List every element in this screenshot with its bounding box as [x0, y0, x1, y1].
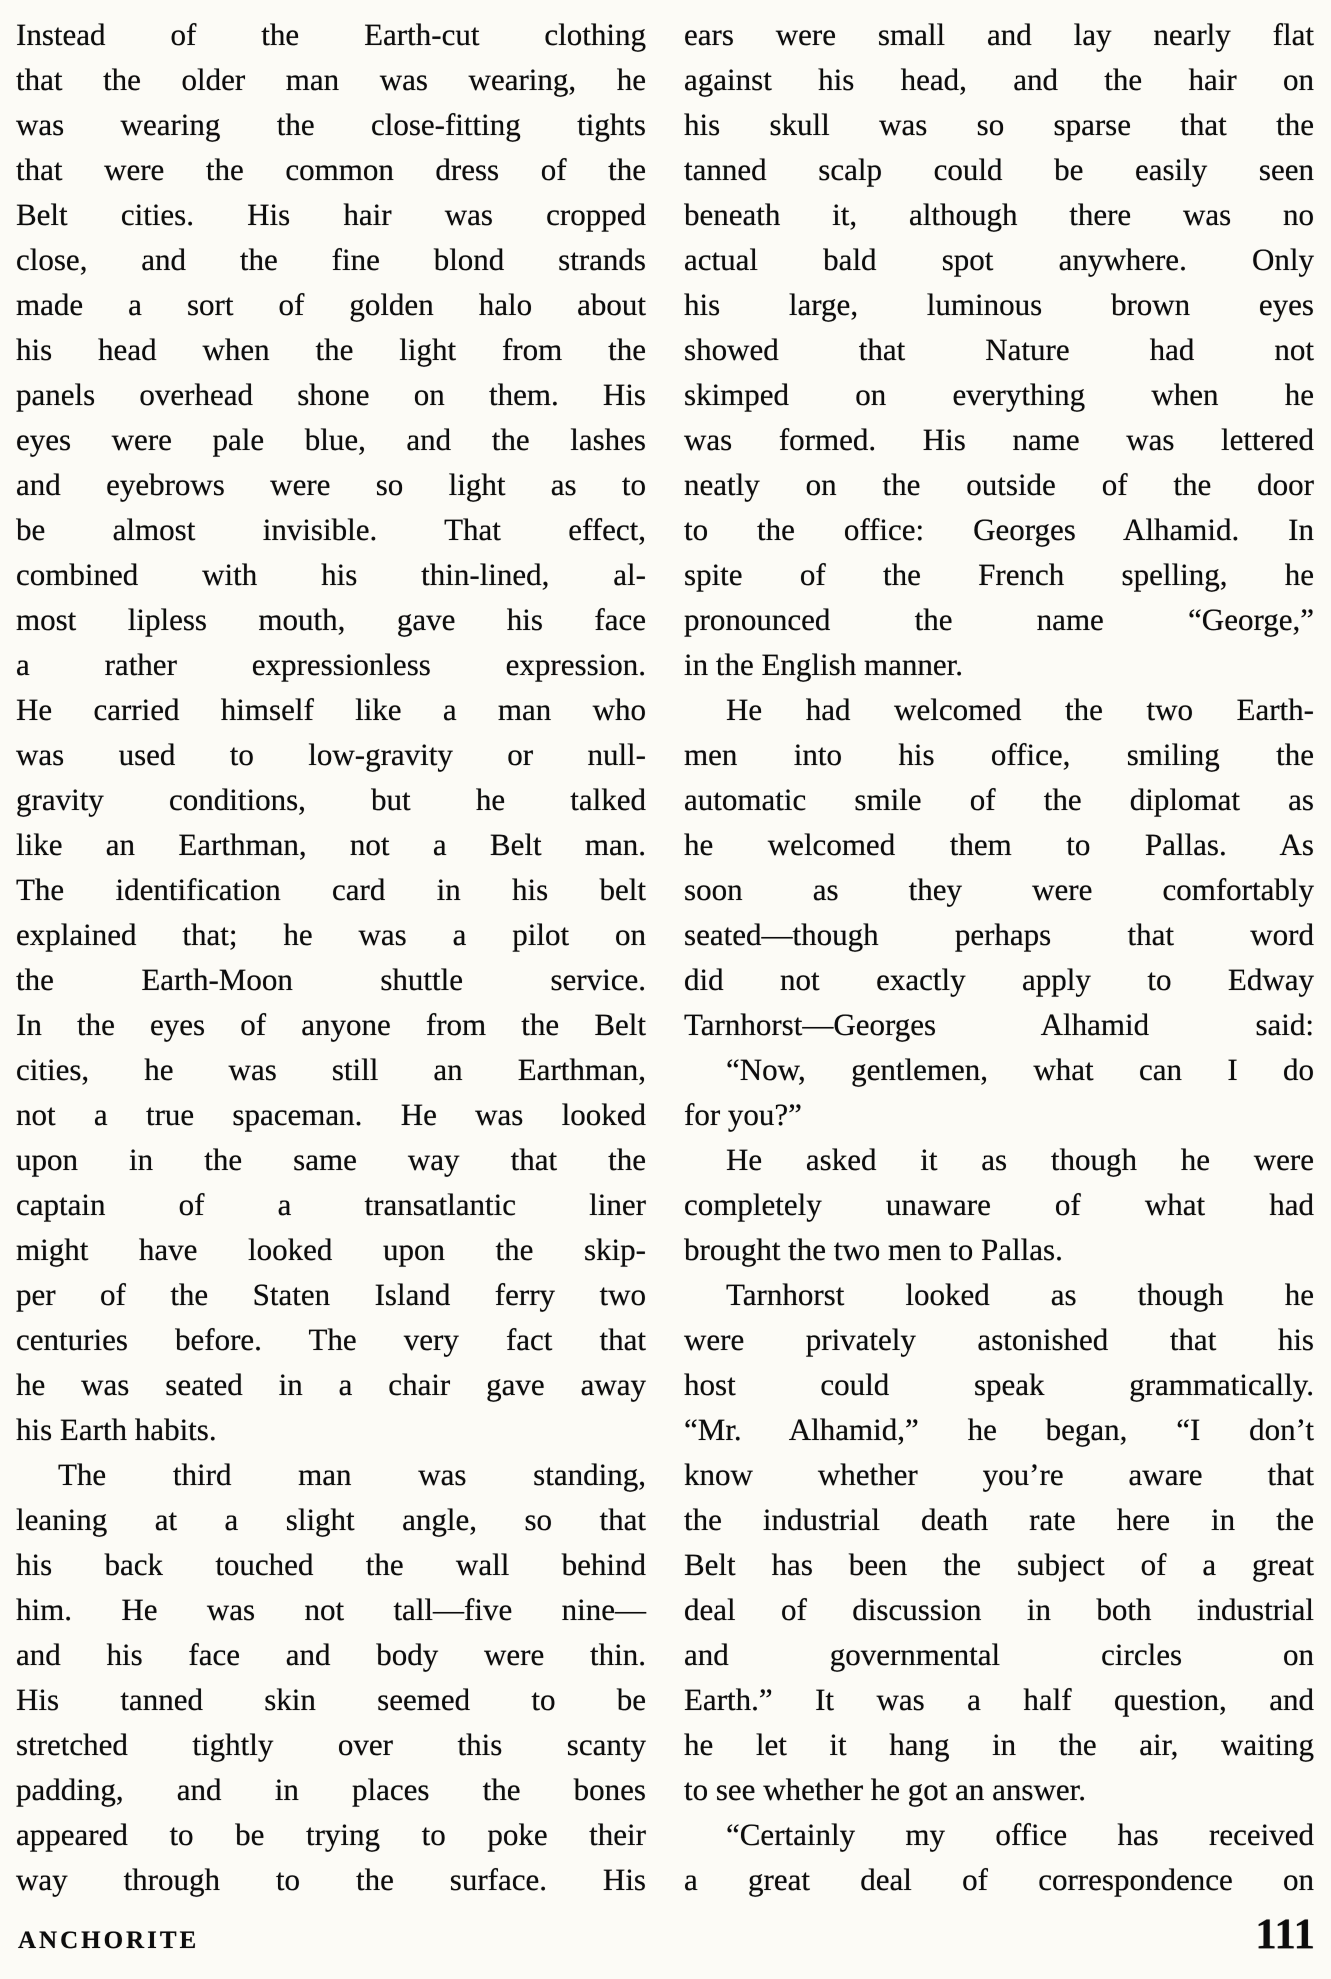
paragraph: [684, 1272, 1314, 1812]
text-line: soon as they were comfortably: [684, 872, 1314, 907]
text-line: deal of discussion in both industrial: [684, 1592, 1314, 1627]
text-line: for you?”: [684, 1097, 802, 1132]
text-line: be almost invisible. That effect,: [16, 512, 646, 547]
text-line: pronounced the name “George,”: [684, 602, 1314, 637]
text-line: “Certainly my office has received: [726, 1817, 1314, 1852]
text-line: that were the common dress of the: [16, 152, 646, 187]
text-line: in the English manner.: [684, 647, 963, 682]
text-line: The third man was standing,: [58, 1457, 646, 1492]
text-line: his back touched the wall behind: [16, 1547, 646, 1582]
text-line: completely unaware of what had: [684, 1187, 1314, 1222]
text-line: know whether you’re aware that: [684, 1457, 1314, 1492]
text-line: padding, and in places the bones: [16, 1772, 646, 1807]
text-line: Belt has been the subject of a great: [684, 1547, 1314, 1582]
paragraph: [16, 1452, 646, 1902]
text-line: tanned scalp could be easily seen: [684, 152, 1314, 187]
text-line: upon in the same way that the: [16, 1142, 646, 1177]
text-line: skimped on everything when he: [684, 377, 1314, 412]
text-line: and eyebrows were so light as to: [16, 467, 646, 502]
text-line: automatic smile of the diplomat as: [684, 782, 1314, 817]
right-column: [684, 12, 1314, 1902]
text-line: that the older man was wearing, he: [16, 62, 646, 97]
text-line: Earth.” It was a half question, and: [684, 1682, 1314, 1717]
text-line: made a sort of golden halo about: [16, 287, 646, 322]
text-line: per of the Staten Island ferry two: [16, 1277, 646, 1312]
text-line: showed that Nature had not: [684, 332, 1314, 367]
text-line: his head when the light from the: [16, 332, 646, 367]
running-title: ANCHORITE: [18, 1927, 200, 1954]
text-line: centuries before. The very fact that: [16, 1322, 646, 1357]
text-line: actual bald spot anywhere. Only: [684, 242, 1314, 277]
text-line: captain of a transatlantic liner: [16, 1187, 646, 1222]
text-line: gravity conditions, but he talked: [16, 782, 646, 817]
text-line: neatly on the outside of the door: [684, 467, 1314, 502]
text-line: to the office: Georges Alhamid. In: [684, 512, 1314, 547]
text-line: explained that; he was a pilot on: [16, 917, 646, 952]
left-column: [16, 12, 646, 1902]
text-line: a rather expressionless expression.: [16, 647, 646, 682]
page-number: 111: [1255, 1911, 1315, 1958]
text-line: men into his office, smiling the: [684, 737, 1314, 772]
text-line: “Mr. Alhamid,” he began, “I don’t: [684, 1412, 1314, 1447]
text-line: He carried himself like a man who: [16, 692, 646, 727]
text-line: seated—though perhaps that word: [684, 917, 1314, 952]
text-line: his skull was so sparse that the: [684, 107, 1314, 142]
text-line: he was seated in a chair gave away: [16, 1367, 646, 1402]
text-line: Belt cities. His hair was cropped: [16, 197, 646, 232]
text-line: most lipless mouth, gave his face: [16, 602, 646, 637]
paragraph: [684, 687, 1314, 1047]
text-line: Tarnhorst looked as though he: [726, 1277, 1314, 1312]
text-line: and governmental circles on: [684, 1637, 1314, 1672]
text-line: Instead of the Earth-cut clothing: [16, 17, 646, 52]
text-line: eyes were pale blue, and the lashes: [16, 422, 646, 457]
text-line: He had welcomed the two Earth-: [726, 692, 1314, 727]
paragraph: [684, 1047, 1314, 1137]
text-line: ears were small and lay nearly flat: [684, 17, 1314, 52]
text-line: brought the two men to Pallas.: [684, 1232, 1063, 1267]
text-line: “Now, gentlemen, what can I do: [726, 1052, 1314, 1087]
text-line: spite of the French spelling, he: [684, 557, 1314, 592]
text-line: cities, he was still an Earthman,: [16, 1052, 646, 1087]
text-line: like an Earthman, not a Belt man.: [16, 827, 646, 862]
text-line: was formed. His name was lettered: [684, 422, 1314, 457]
text-line: host could speak grammatically.: [684, 1367, 1314, 1402]
text-line: not a true spaceman. He was looked: [16, 1097, 646, 1132]
text-line: the industrial death rate here in the: [684, 1502, 1314, 1537]
text-line: might have looked upon the skip-: [16, 1232, 646, 1267]
text-line: He asked it as though he were: [726, 1142, 1314, 1177]
text-line: his Earth habits.: [16, 1412, 217, 1447]
paragraph: [684, 1137, 1314, 1272]
text-line: he let it hang in the air, waiting: [684, 1727, 1314, 1762]
text-line: and his face and body were thin.: [16, 1637, 646, 1672]
text-line: The identification card in his belt: [16, 872, 646, 907]
text-line: In the eyes of anyone from the Belt: [16, 1007, 646, 1042]
text-line: panels overhead shone on them. His: [16, 377, 646, 412]
text-line: against his head, and the hair on: [684, 62, 1314, 97]
text-line: stretched tightly over this scanty: [16, 1727, 646, 1762]
paragraph: [684, 1812, 1314, 1902]
text-line: to see whether he got an answer.: [684, 1772, 1087, 1807]
text-line: the Earth-Moon shuttle service.: [16, 962, 646, 997]
text-line: way through to the surface. His: [16, 1862, 646, 1897]
text-line: he welcomed them to Pallas. As: [684, 827, 1314, 862]
text-line: appeared to be trying to poke their: [16, 1817, 646, 1852]
text-line: leaning at a slight angle, so that: [16, 1502, 646, 1537]
text-line: him. He was not tall—five nine—: [16, 1592, 646, 1627]
text-line: were privately astonished that his: [684, 1322, 1314, 1357]
text-line: did not exactly apply to Edway: [684, 962, 1314, 997]
text-line: a great deal of correspondence on: [684, 1862, 1314, 1897]
text-line: was used to low-gravity or null-: [16, 737, 646, 772]
text-line: close, and the fine blond strands: [16, 242, 646, 277]
text-line: combined with his thin-lined, al-: [16, 557, 646, 592]
text-line: beneath it, although there was no: [684, 197, 1314, 232]
text-line: was wearing the close-fitting tights: [16, 107, 646, 142]
text-line: His tanned skin seemed to be: [16, 1682, 646, 1717]
text-line: his large, luminous brown eyes: [684, 287, 1314, 322]
paragraph: [16, 12, 646, 1452]
paragraph: [684, 12, 1314, 687]
text-line: Tarnhorst—Georges Alhamid said:: [684, 1007, 1314, 1042]
